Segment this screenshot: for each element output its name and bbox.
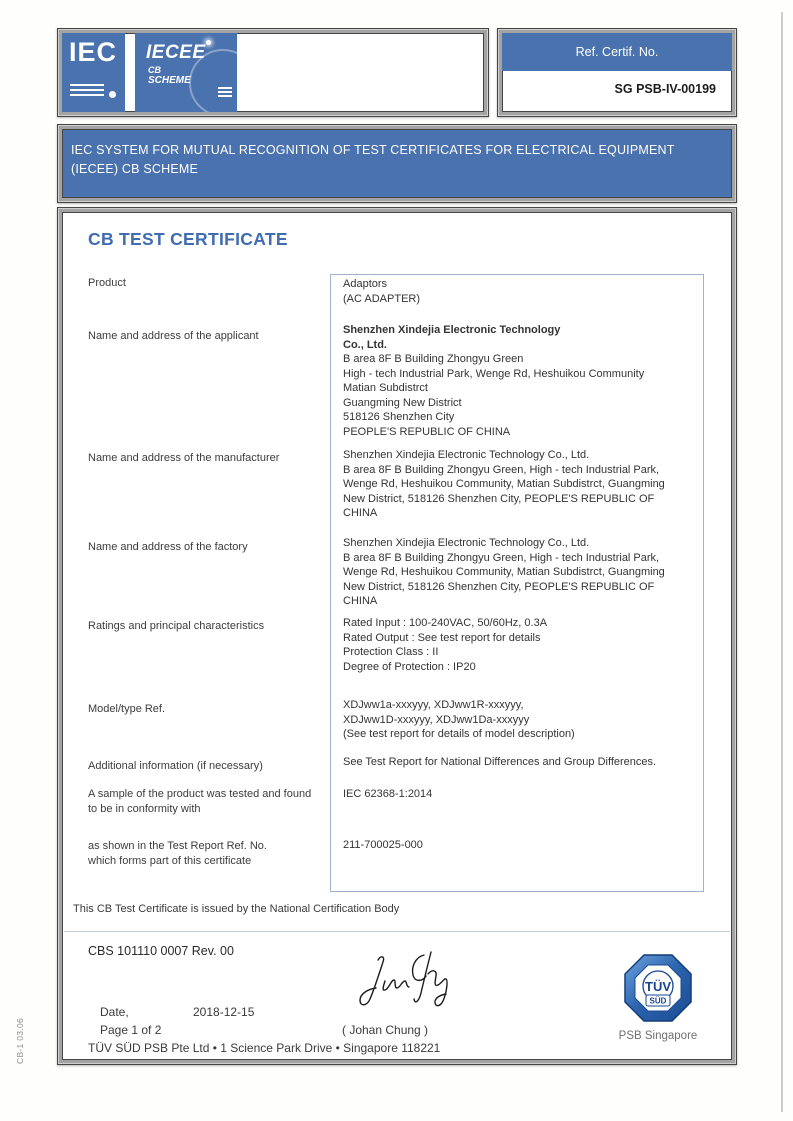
field-label-ratings: Ratings and principal characteristics <box>88 620 265 632</box>
field-value-additional-info: See Test Report for National Differences and Group Differences. <box>343 756 657 768</box>
signature <box>348 948 448 1012</box>
field-value-applicant: Shenzhen Xindejia Electronic Technology Co., Ltd. B area 8F B Building Zhongyu Green High - tech Industrial Park, Wenge Rd, Heshuikou Community Matian Subdistrct Guangming New District 518126 Shenzhen City PEOPLE'S REPUBLIC OF CHINA <box>343 324 645 438</box>
sud-text: SÜD <box>649 996 667 1006</box>
tuv-sud-logo <box>623 953 693 1023</box>
field-label-additional-info: Additional information (if necessary) <box>88 760 263 772</box>
banner-line-2: (IECEE) CB SCHEME <box>71 161 199 176</box>
field-label-manufacturer: Name and address of the manufacturer <box>88 452 280 464</box>
iec-logo-text: IEC <box>69 37 118 67</box>
cbs-reference: CBS 101110 0007 Rev. 00 <box>88 944 234 958</box>
ref-certif-number: SG PSB-IV-00199 <box>614 82 716 96</box>
iecee-cb-scheme-logo <box>135 33 237 112</box>
issuer-address: TÜV SÜD PSB Pte Ltd • 1 Science Park Drive • Singapore 118221 <box>88 1041 441 1055</box>
banner-text <box>71 141 726 178</box>
field-value-manufacturer: Shenzhen Xindejia Electronic Technology Co., Ltd. B area 8F B Building Zhongyu Green, High - tech Industrial Park, Wenge Rd, Heshuikou Community, Matian Subdistrct, Guangming New District, 518126 Shenzhen City, PEOPLE'S REPUBLIC OF CHINA <box>343 449 665 519</box>
signer-name: ( Johan Chung ) <box>342 1023 429 1037</box>
iec-logo-lines <box>70 81 104 99</box>
field-value-product: Adaptors (AC ADAPTER) <box>343 278 421 305</box>
ref-certif-label: Ref. Certif. No. <box>502 33 732 71</box>
field-label-factory: Name and address of the factory <box>88 541 248 553</box>
banner-line-1: IEC SYSTEM FOR MUTUAL RECOGNITION OF TEST CERTIFICATES FOR ELECTRICAL EQUIPMENT <box>71 143 675 157</box>
field-label-model: Model/type Ref. <box>88 703 166 715</box>
field-label-applicant: Name and address of the applicant <box>88 330 259 342</box>
form-code: CB-1 03.06 <box>15 1018 25 1064</box>
iec-logo-dot <box>109 91 116 98</box>
iecee-logo-text: IECEE <box>146 42 206 63</box>
page-number: Page 1 of 2 <box>100 1023 162 1037</box>
scheme-lines <box>218 85 232 99</box>
iecee-cb-text: CB <box>148 65 161 75</box>
issued-by-statement: This CB Test Certificate is issued by the National Certification Body <box>73 903 400 915</box>
date-value: 2018-12-15 <box>193 1005 255 1019</box>
tuv-caption: PSB Singapore <box>618 1030 698 1042</box>
divider-line <box>64 931 730 932</box>
tuv-text: TÜV <box>645 979 671 994</box>
field-label-conformity: A sample of the product was tested and found to be in conformity with <box>88 788 312 815</box>
field-value-ratings: Rated Input : 100-240VAC, 50/60Hz, 0.3A Rated Output : See test report for details Protection Class : II Degree of Protection : IP20 <box>343 617 548 673</box>
field-label-test-report: as shown in the Test Report Ref. No. which forms part of this certificate <box>88 840 267 867</box>
field-value-model: XDJww1a-xxxyyy, XDJww1R-xxxyyy, XDJww1D-xxxyyy, XDJww1Da-xxxyyy (See test report for details of model description) <box>343 699 575 740</box>
scan-edge-line <box>781 12 783 1112</box>
field-value-factory: Shenzhen Xindejia Electronic Technology Co., Ltd. B area 8F B Building Zhongyu Green, High - tech Industrial Park, Wenge Rd, Heshuikou Community, Matian Subdistrct, Guangming New District, 518126 Shenzhen City, PEOPLE'S REPUBLIC OF CHINA <box>343 537 665 607</box>
field-label-product: Product <box>88 277 126 289</box>
field-value-standard: IEC 62368-1:2014 <box>343 788 433 800</box>
field-value-test-report-number: 211-700025-000 <box>343 839 423 851</box>
iecee-scheme-text: SCHEME <box>148 75 191 86</box>
date-label: Date, <box>100 1005 129 1019</box>
iec-logo <box>62 33 125 112</box>
certificate-title: CB TEST CERTIFICATE <box>88 229 288 249</box>
